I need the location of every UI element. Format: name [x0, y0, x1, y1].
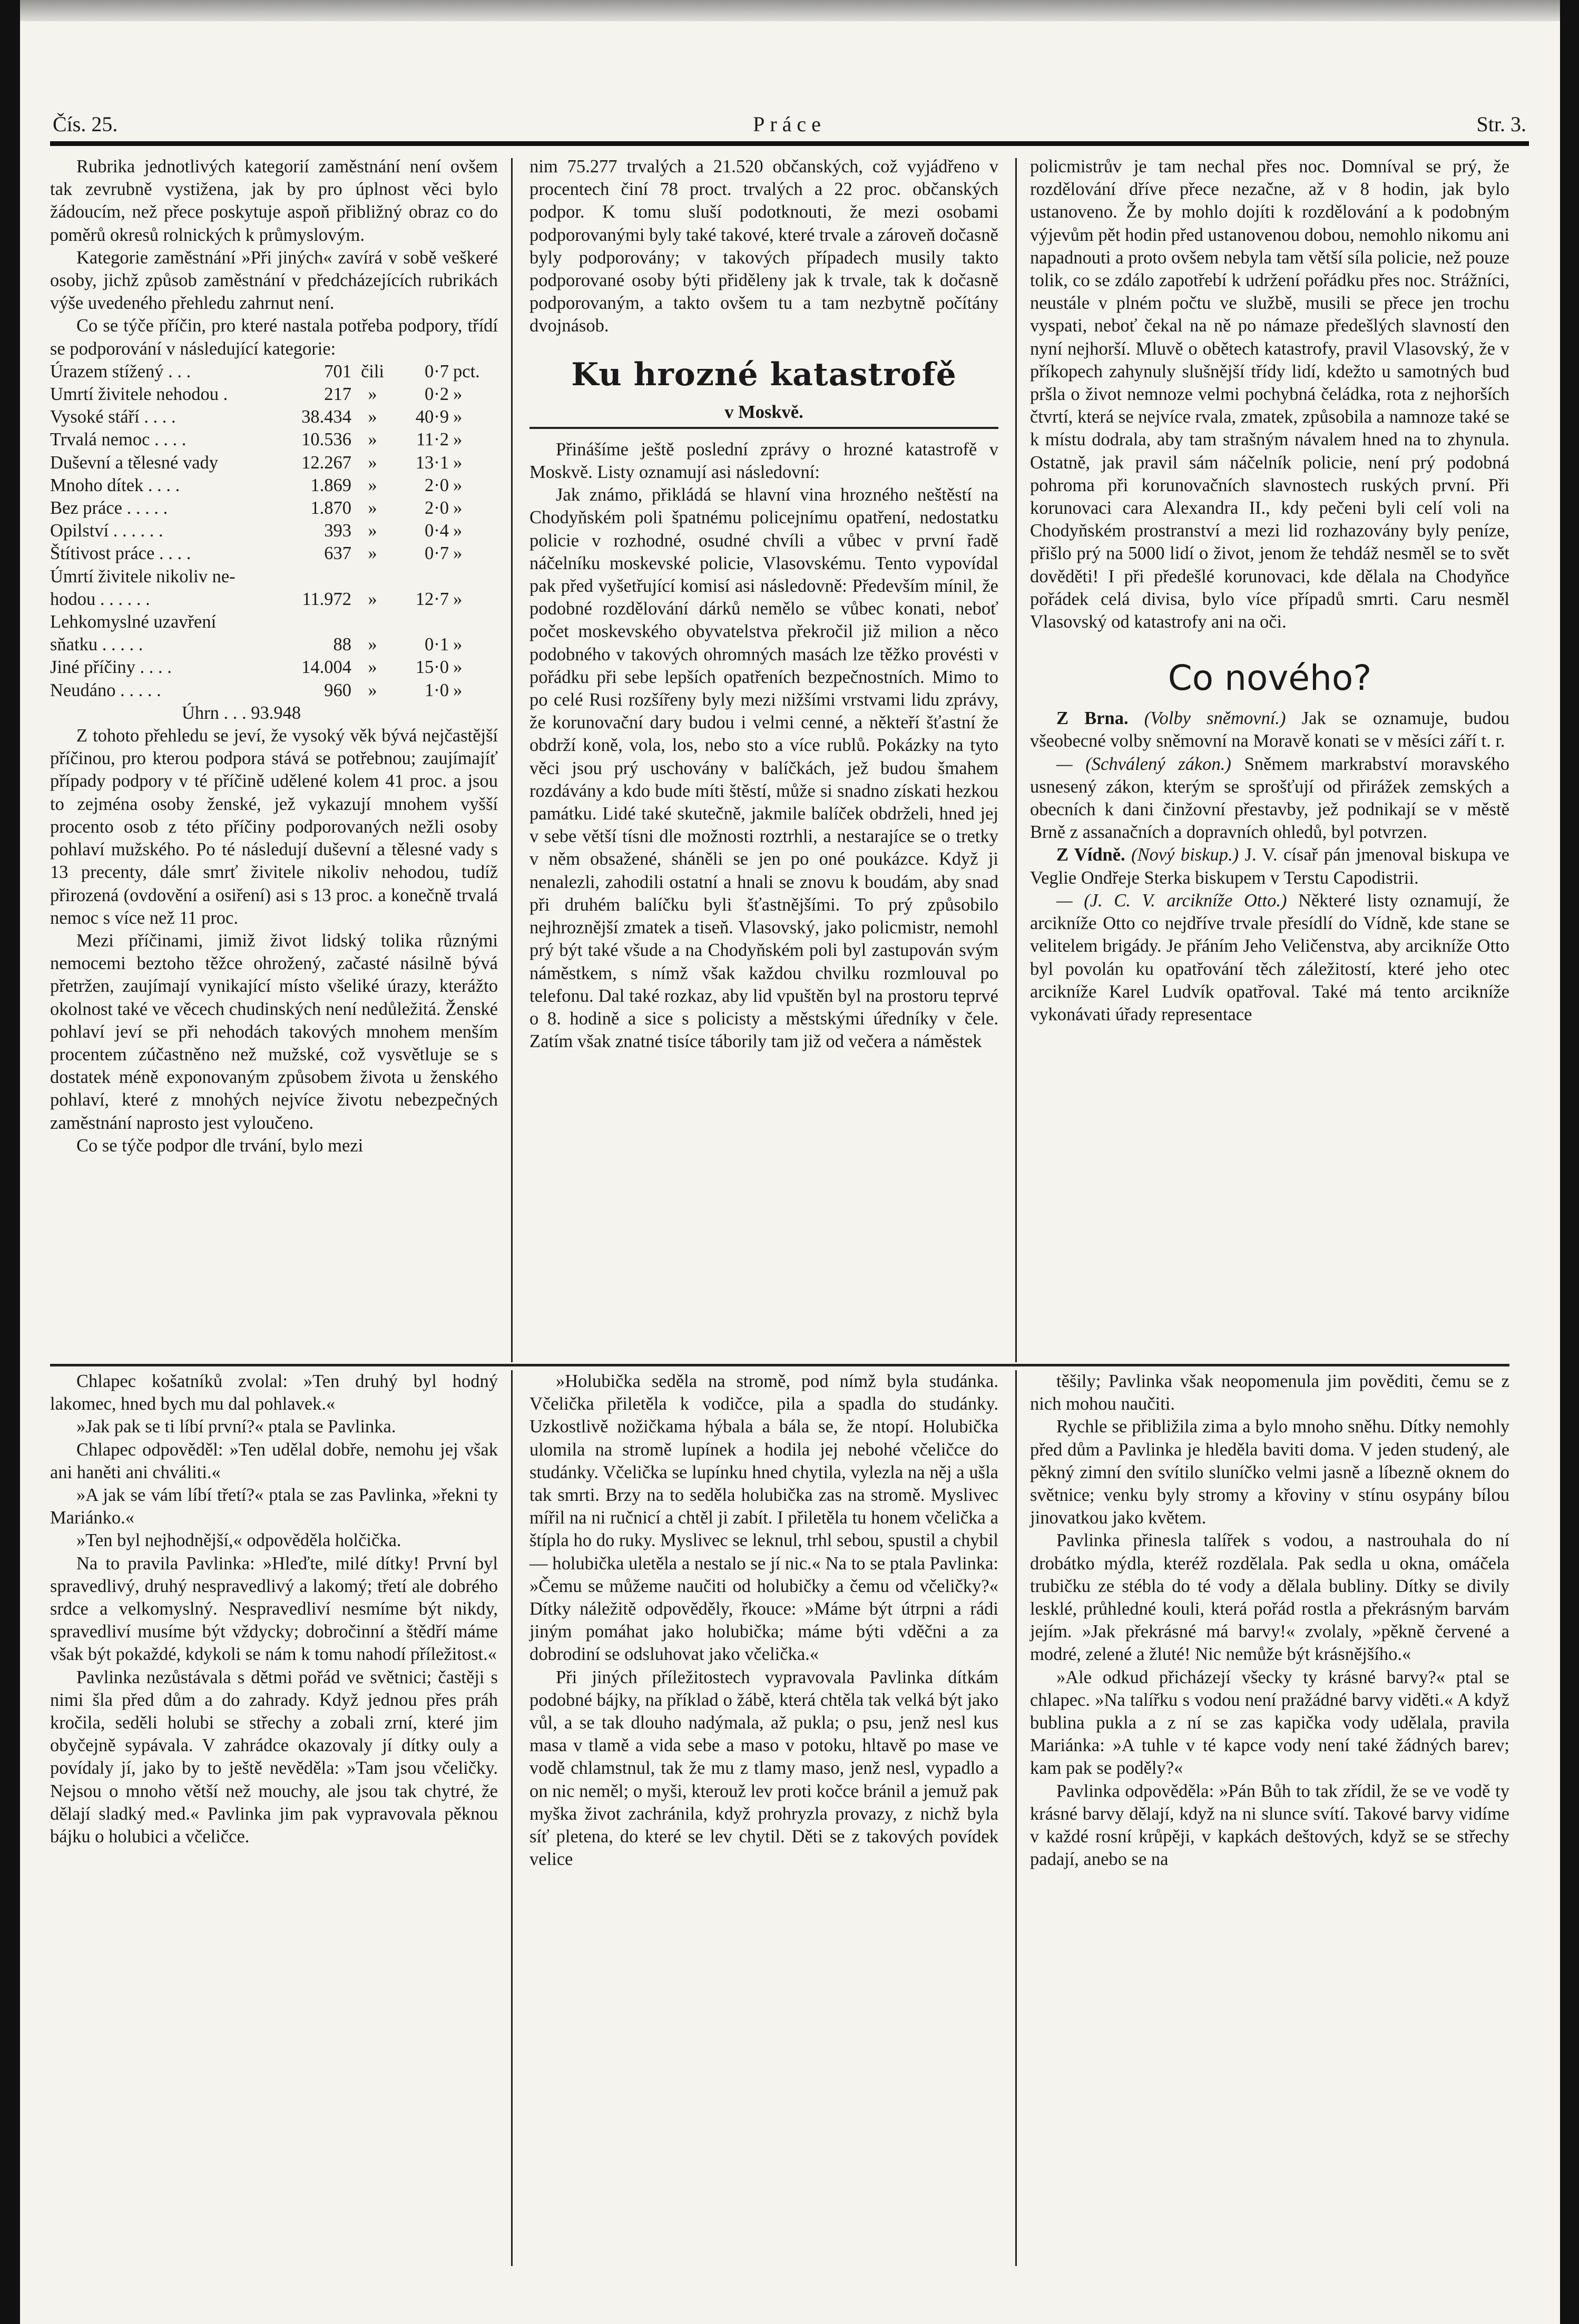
news-topic: (Volby sněmovní.) [1144, 708, 1286, 729]
table-row [50, 520, 498, 542]
table-row [50, 588, 498, 611]
table-row [50, 474, 498, 497]
paragraph: »Holubička seděla na stromě, pod nímž byla studánka. Včelička přiletěla k vodičce, pila a spadla do studánky. Uzkostlivě nožičkama hýbala a bála se, že ntopí. Holubička ulomila na stromě lupínek a hodila jej nebohé včeličce do studánky. Včelička se lupínku hned chytila, vylezla na něj a ušla tak smrti. Brzy na to seděla holubička zas na stromě. Myslivec mířil na ni ručnicí a chtěl ji zabít. I přiletěla tu honem včelička a štípla ho do ruky. Myslivec se leknul, trhl sebou, spustil a chybil — holubička uletěla a nestalo se jí nic.« Na to se ptala Pavlinka: »Čemu se můžeme naučiti od holubičky a čemu od včeličky?« Dítky náležitě odpověděly, řkouce: »Máme být útrpni a rádi jiným pomáhat jako holubička; máme býti vděčni a za dobrodiní se odsluhovat jako včelička.« [529, 1371, 998, 1665]
stat-label-line: Úmrtí živitele nikoliv ne- [50, 566, 236, 587]
stat-unit: » [453, 657, 463, 678]
paragraph: Co se týče podpor dle trvání, bylo mezi [76, 1135, 364, 1156]
paragraph: Z tohoto přehledu se jeví, že vysoký věk bývá nejčastější příčinou, pro kterou podpora stává se potřebnou; zaujímajíť případy podpory v té příčině udělené kolem 41 proc. a jsou to zejména osoby ženské, jež vykazují mnohem vyšší procento osob z této příčiny podporovaných nežli osoby pohlaví mužského. Po té následují duševní a tělesné vady s 13 precenty, dále smrť živitele nikoliv nehodou, tudíž přirozená (ovdovění a osiření) asi s 13 proc. a konečně trvalá nemoc s více než 11 proc. [50, 726, 498, 928]
stat-count: 1.869 [310, 475, 351, 495]
page-number: Str. 3. [1476, 112, 1526, 136]
stat-pct: 0·2 [425, 384, 449, 405]
stat-sep: » [368, 475, 377, 495]
stat-label: Opilství . . . . . . [50, 521, 163, 541]
paragraph: nim 75.277 trvalých a 21.520 občanských, což vyjádřeno v procentech činí 78 proct. trvalých a 22 proc. občanských podpor. K tomu sluší podotknouti, že mezi osobami podporovanými byly také takové, které trvale a zároveň dočasně byly podporovány; v takových případech musily takto podporované osoby býti přiděleny jak k trvale, tak k dočasně podporovaným, a takto ovšem tu a tam nezbytně počítány dvojnásob. [529, 157, 998, 336]
stat-unit: » [453, 429, 463, 450]
table-row [50, 428, 498, 451]
news-text: Některé listy oznamují, že arcikníže Otto co nejdříve trvale přesídlí do Vídně, kde stane se velitelem brigády. Je přáním Jeho Veličenstva, aby arcikníže Otto byl povolán ku opatřování těch záležitostí, které jeho otec arcikníže Karel Ludvík opatřoval. Také má tento arcikníže vykonávati úřady representace [1030, 890, 1509, 1024]
paragraph: Chlapec košatníků zvolal: »Ten druhý byl hodný lakomec, hned bych mu dal pohlavek.« [50, 1371, 498, 1414]
paragraph: Jak známo, přikládá se hlavní vina hrozného neštěstí na Chodyňském poli špatnému policejnímu opatření, nedostatku policie v rozhodné, osudné chvíli a vůbec v první řadě náčelníku moskevské policie, Vlasovskému. Tento vypovídal pak před vyšetřující komisí asi následovně: Především mínil, že podobné rozdělování dárků nemělo se vůbec konati, neboť počet moskevského obyvatelstva překročil již milion a něco podobného v takových ohromných masách lze těžko provésti v pořádku při sebe lepších opatřeních bezpečnostních. Mimo to po celé Rusi rozšířeny byly mezi nižšími vrstvami lidu zprávy, že korunovační dary budou i velmi cenné, a někteří šťastní že obdrží koně, vola, los, nebo sto a více rublů. Pokázky na tyto věci jsou prý uschovány v balíčkách, jež budou šmahem rozdávány a kdo bude míti štěstí, může si snadno získati hezkou památku. Lidé také skutečně, jakmile balíček obdrželi, hned jej v sebe větší tísni dle možnosti roztrhli, a nestarajíce se o tretky v něm obsažené, sháněli se jen po oné poukázce. Když ji nenalezli, zahodili ostatní a hnali se znovu k boudám, aby snad při druhém balíčku byli šťastnějšími. To prý způsobilo nejhroznější zmatek a tiseň. Vlasovský, jako policmistr, nemohl prý být také všude a na Chodyňském poli byl zastupován svým náměstkem, s nímž však každou chvilku rozmlouval po telefonu. Dal také rozkaz, aby lid vpuštěn byl na prostoru teprvé o 8. hodině a sice s policisty a městskými úředníky v čele. Zatím však znatné tisíce táborily tam již od večera a náměstek [529, 485, 998, 1052]
table-row [50, 360, 498, 383]
stat-label: Trvalá nemoc . . . . [50, 429, 187, 450]
paragraph: Mezi příčinami, jimiž život lidský tolika různými nemocemi beztoho těžce ohrožený, začasté násilně bývá přetržen, zaujímají vynikající místo všeliké úrazy, kterážto okolnost také ve věcech chudinských není nedůležitá. Ženské pohlaví jeví se při nehodách takových mnohem menším procentem zúčastněno než mužské, což vysvětluje se s dostatek méně exponovaným způsobem života u ženského pohlaví, které z mnohých nejvíce životu nebezpečných zaměstnání naprosto jest vyloučeno. [50, 930, 498, 1133]
headline-rule [529, 427, 998, 429]
stat-unit: » [453, 521, 463, 541]
stat-count: 14.004 [301, 657, 351, 678]
stat-sep: » [368, 521, 377, 541]
paragraph: Pavlinka nezůstávala s dětmi pořád ve světnici; častěji s nimi šla před dům a do zahrady. Když jednou přes práh kročila, seděli holubi se střechy a zobali zrní, které jim obyčejně sypávala. V zahrádce okazovaly jí dítky ouly a povídaly jí, jako by to ještě nevěděla: »Tam jsou včeličky. Nejsou o mnoho větší než mouchy, ale jsou tak chytré, že dělají sladký med.« Pavlinka jim pak vypravovala pěknou bájku o holubici a včeličce. [50, 1667, 498, 1847]
stat-unit: » [453, 452, 463, 473]
stat-count: 11.972 [302, 589, 351, 609]
stat-total: Úhrn . . . 93.948 [182, 702, 301, 723]
stat-sep: čili [360, 361, 385, 382]
paragraph: »A jak se vám líbí třetí?« ptala se zas Pavlinka, »řekni ty Mariánko.« [50, 1485, 498, 1528]
masthead-rule [50, 141, 1529, 146]
paragraph: »Ten byl nejhodnější,« odpověděla holčička. [76, 1530, 401, 1551]
stat-pct: 0·1 [425, 634, 449, 655]
table-row [50, 406, 498, 428]
column-divider [511, 158, 513, 1362]
table-row [50, 633, 498, 656]
stat-count: 393 [324, 521, 351, 541]
paragraph: Rychle se přibližila zima a bylo mnoho sněhu. Dítky nemohly před dům a Pavlinka je hleděla baviti doma. V jeden studený, ale pěkný zimní den svítilo sluníčko velmi jasně a líbezně oknem do světnice; venku byly stromy a křoviny v stínu osypány bílou jinovatkou jako květem. [1030, 1417, 1509, 1528]
stat-count: 12.267 [301, 452, 351, 473]
stat-pct: 0·4 [425, 521, 449, 541]
column-3 [1030, 155, 1509, 1026]
issue-number: Čís. 25. [53, 112, 118, 136]
stat-sep: » [368, 657, 377, 678]
story-column-2 [529, 1370, 998, 1871]
paragraph: Na to pravila Pavlinka: »Hleďte, milé dítky! První byl spravedlivý, druhý nespravedlivý a lakomý; třetí ale dobrého srdce a velkomyslný. Nespravedliví nesmíme být nikdy, spravedliví musíme být vždycky; dobročinní a štědří máme však být pokaždé, kdykoli se nám k tomu nahodí příležitost.« [50, 1553, 498, 1665]
stat-unit: » [453, 543, 463, 564]
table-row [50, 679, 498, 702]
stat-unit: » [453, 475, 463, 495]
table-row [50, 542, 498, 565]
stat-count: 10.536 [301, 429, 351, 450]
stat-pct: 2·0 [425, 498, 449, 519]
stat-unit: » [453, 634, 463, 655]
scan-left-edge [0, 0, 20, 2324]
stat-count: 960 [324, 680, 351, 700]
paragraph: Přinášíme ještě poslední zprávy o hrozné katastrofě v Moskvě. Listy oznamují asi následovní: [529, 439, 998, 483]
column-2 [529, 155, 998, 1053]
article-subhead: v Moskvě. [724, 402, 803, 422]
stat-sep: » [368, 498, 377, 519]
stat-label: Mnoho dítek . . . . [50, 475, 180, 495]
stat-sep: » [368, 680, 377, 700]
stat-label: Bez práce . . . . . [50, 498, 168, 519]
scan-right-edge [1560, 0, 1579, 2324]
column-divider [511, 1370, 513, 2266]
paragraph: Kategorie zaměstnání »Při jiných« zavírá v sobě veškeré osoby, jichž způsob zaměstnání v předcházejících rubrikách výše uvedeného přehledu zahrnut není. [50, 247, 498, 314]
news-item [1030, 890, 1509, 1026]
stat-sep: » [368, 429, 377, 450]
story-column-1 [50, 1370, 498, 1848]
paragraph: Chlapec odpověděl: »Ten udělal dobře, nemohu jej však ani haněti ani chváliti.« [50, 1439, 498, 1482]
stat-sep: » [368, 384, 377, 405]
stat-count: 217 [324, 384, 351, 405]
scan-top-shadow [0, 0, 1579, 21]
news-topic: — (Schválený zákon.) [1056, 754, 1231, 774]
stat-sep: » [368, 407, 377, 427]
stat-pct: 0·7 [425, 361, 449, 382]
paragraph: Co se týče příčin, pro které nastala potřeba podpory, třídí se podporování v následující kategorie: [50, 316, 498, 359]
section-divider [50, 1364, 1509, 1366]
paragraph: těšily; Pavlinka však neopomenula jim pověditi, čemu se z nich mohou naučiti. [1030, 1371, 1509, 1414]
stat-pct: 40·9 [415, 407, 449, 427]
paragraph: Rubrika jednotlivých kategorií zaměstnání není ovšem tak zevrubně vystižena, jak by pro úplnost věci bylo žádoucím, než přece poskytuje aspoň přibližný obraz co do poměrů okresů rolnických k průmyslovým. [50, 157, 498, 245]
stat-unit: » [453, 680, 463, 700]
paragraph: Pavlinka přinesla talířek s vodou, a nastrouhala do ní drobátko mýdla, kteréž rozdělala. Pak sedla u okna, omáčela trubičku ze stébla do té vody a dělala bubliny. Dítky se divily lesklé, průhledné kouli, která pořád rostla a překrásným barvám jejím. »Jak překrásné má barvy!« zvolaly, »pěkně červené a modré, zelené a žluté! Nic nemůže být krásnějšího.« [1030, 1530, 1509, 1665]
stat-pct: 13·1 [415, 452, 449, 473]
stat-sep: » [368, 452, 377, 473]
support-causes-table [50, 360, 498, 725]
stat-pct: 12·7 [415, 589, 449, 609]
stat-label: Neudáno . . . . . [50, 680, 161, 700]
news-place: Z Vídně. [1056, 845, 1125, 865]
table-row [50, 497, 498, 520]
column-divider [1015, 158, 1017, 1362]
news-place: Z Brna. [1056, 708, 1129, 729]
table-row [50, 383, 498, 406]
stat-label: hodou . . . . . . [50, 589, 150, 609]
stat-count: 1.870 [310, 498, 351, 519]
column-divider [1015, 1370, 1017, 2266]
stat-count: 701 [324, 361, 351, 382]
stat-pct: 11·2 [416, 429, 449, 450]
newspaper-title: Práce [753, 112, 826, 136]
stat-label-line: Lehkomyslné uzavření [50, 612, 217, 632]
stat-pct: 15·0 [415, 657, 449, 678]
stat-count: 38.434 [301, 407, 351, 427]
stat-label: Jiné příčiny . . . . [50, 657, 172, 678]
news-item [1030, 844, 1509, 889]
news-topic: — (J. C. V. arcikníže Otto.) [1056, 890, 1287, 911]
news-item [1030, 707, 1509, 753]
section-title: Co nového? [1168, 658, 1372, 699]
column-1 [50, 155, 498, 1157]
stat-count: 88 [333, 634, 351, 655]
stat-sep: » [368, 589, 377, 609]
stat-label: Vysoké stáří . . . . [50, 407, 176, 427]
stat-unit: » [453, 407, 463, 427]
table-row [50, 656, 498, 679]
paragraph: Pavlinka odpověděla: »Pán Bůh to tak zřídil, že se ve vodě ty krásné barvy dělají, když na ni slunce svítí. Takové barvy vidíme v každé rosní krůpěji, v kapkách deštových, když se se střechy padají, anebo se na [1030, 1781, 1509, 1870]
stat-unit: » [453, 589, 463, 609]
stat-label: sňatku . . . . . [50, 634, 143, 655]
stat-label: Štítivost práce . . . . [50, 543, 191, 564]
paragraph: »Jak pak se ti líbí první?« ptala se Pavlinka. [76, 1417, 396, 1437]
stat-count: 637 [324, 543, 351, 564]
news-text: Sněmem markrabství moravského usnesený zákon, kterým se sprošťují od přirážek zemských a obecních k dani činžovní přestavby, jež podnikají se v městě Brně z assanačních a dopravních ohledů, byl potvrzen. [1030, 754, 1509, 843]
stat-label: Úrazem stížený . . . [50, 361, 191, 382]
story-column-3 [1030, 1370, 1509, 1871]
table-row [50, 452, 498, 474]
stat-label: Umrtí živitele nehodou . [50, 384, 228, 405]
stat-sep: » [368, 634, 377, 655]
article-headline: Ku hrozné katastrofě [571, 356, 957, 393]
stat-unit: pct. [453, 361, 480, 382]
news-topic: (Nový biskup.) [1131, 845, 1239, 865]
news-text: Jak se oznamuje, budou všeobecné volby sněmovní na Moravě konati se v měsíci září t. r. [1030, 708, 1509, 751]
stat-pct: 1·0 [425, 680, 449, 700]
news-item [1030, 753, 1509, 844]
stat-pct: 0·7 [425, 543, 449, 564]
paragraph: Při jiných příležitostech vypravovala Pavlinka dítkám podobné bájky, na příklad o žábě, která chtěla tak velká být jako vůl, a se tak dlouho nadýmala, až pukla; o psu, jenž nesl kus masa v tlamě a vida sebe a maso v potoku, hltavě po mase ve vodě chlamstnul, tak že mu z tlamy maso, jenž nesl, vypadlo a on nic neměl; o myši, kterouž lev proti kočce bránil a jemuž pak myška život zachránila, když prohryzla provazy, z nichž byla síť pletena, do které se lev chytil. Děti se z takových povídek velice [529, 1667, 998, 1870]
masthead [53, 105, 1526, 142]
paragraph: policmistrův je tam nechal přes noc. Domníval se prý, že rozdělování dříve přece nezačne, až v 8 hodin, jak bylo ustanoveno. Že by mohlo dojíti k rozdělování a k podobným výjevům pět hodin před ustanovenou dobou, nemohlo nikomu ani napadnouti a proto ovšem nebyla tam větší síla policie, než pouze tolik, co se zdálo zapotřebí k udržení pořádku přes noc. Strážníci, neustále v plném počtu ve službě, musili se přece jen trochu vyspati, neboť čekal na ně po námaze předešlých slavností den nyní nejhorší. Mluvě o obětech katastrofy, pravil Vlasovský, že v příkopech zahynuly slušnější třídy lidí, kdežto u samotných bud pršla o život nemnoze velmi pochybná čeládka, rota z nejhorších čtvrtí, která se nejvíce rvala, zmatek, způsobila a namnoze také se k místu dodrala, aby tam strašným návalem hned na to zhynula. Ostatně, jak pravil sám náčelník policie, není prý podobná pohroma při korunovačních slavnostech ruských první. Při korunovaci cara Alexandra II., kdy pečeni byli celí voli na Chodyňském prostranství a mezi lid rozhazovány byly peníze, přišlo prý na 5000 lidí o život, jenom že tehdáž nesměl se to svět dověděti! I při předešlé korunovaci, kde dělala na Chodyňce pořádek celá divisa, bylo více případů smrti. Caru nesměl Vlasovský od katastrofy ani na oči. [1030, 157, 1509, 632]
stat-unit: » [453, 384, 463, 405]
stat-sep: » [368, 543, 377, 564]
stat-pct: 2·0 [425, 475, 449, 495]
stat-label: Duševní a tělesné vady [50, 452, 219, 473]
news-text: J. V. císař pán jmenoval biskupa ve Veglie Ondřeje Sterka biskupem v Terstu Capodistrii. [1030, 845, 1509, 888]
paragraph: »Ale odkud přicházejí všecky ty krásné barvy?« ptal se chlapec. »Na talířku s vodou není pražádné barvy viděti.« A když bublina pukla a z ní se zas kapička vody udělala, pravila Mariánka: »A tuhle v té kapce vody není také žádných barev; kam pak se poděly?« [1030, 1667, 1509, 1779]
stat-unit: » [453, 498, 463, 519]
